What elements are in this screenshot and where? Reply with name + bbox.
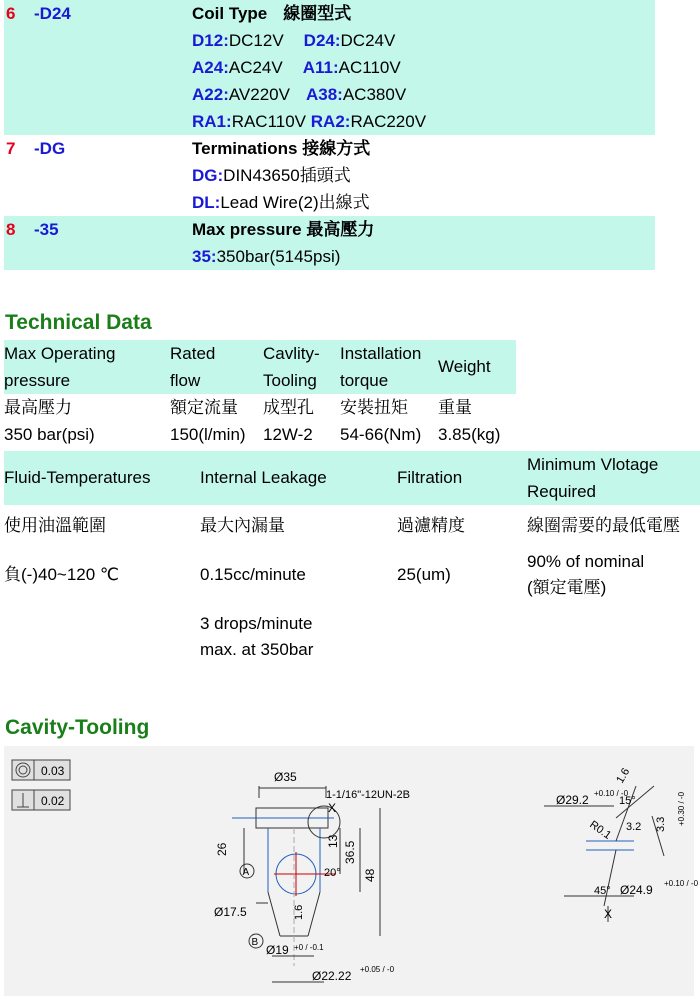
table-cell: 額定流量	[170, 398, 238, 417]
dim-label: 36.5	[343, 840, 357, 864]
table-cell: 成型孔	[263, 398, 314, 417]
option-value: AC380V	[342, 85, 407, 104]
code-title: Terminations	[192, 139, 298, 158]
code-number: 8	[6, 220, 16, 239]
ordering-code-table	[4, 0, 655, 270]
dim-label: 15°	[619, 795, 636, 807]
header-cell: Required	[527, 482, 596, 501]
header-cell: Internal Leakage	[200, 468, 327, 487]
dim-tolerance: +0.30 / -0	[677, 791, 686, 826]
table-cell: 最大內漏量	[200, 516, 285, 535]
header-cell: torque	[340, 371, 389, 390]
code-number: 7	[6, 139, 16, 158]
option-key: RA2	[310, 112, 345, 131]
marker-a: A	[242, 867, 250, 878]
table-row	[4, 421, 516, 448]
dim-label: 13	[326, 834, 340, 848]
option-key: DG	[192, 166, 218, 185]
dim-label: X	[328, 801, 337, 815]
dim-label: Ø22.22	[312, 969, 352, 983]
header-cell: flow	[170, 371, 201, 390]
table-cell: 0.15cc/minute	[200, 565, 306, 584]
option-value: RAC220V	[350, 112, 427, 131]
code-option-line: A24:AC24V A11:AC110V	[4, 54, 655, 81]
table-cell: 90% of nominal	[527, 552, 645, 571]
table-cell: 54-66(Nm)	[340, 425, 422, 444]
code-option-line: A22:AV220V A38:AC380V	[4, 81, 655, 108]
header-cell: Cavlity-	[263, 344, 320, 363]
header-cell: Weight	[438, 357, 491, 376]
dim-label: 26	[215, 842, 229, 856]
option-value: DIN43650插頭式	[223, 166, 351, 185]
tolerance-perpendicularity	[12, 790, 70, 810]
table-cell: 25(um)	[397, 565, 451, 584]
header-cell: Tooling	[263, 371, 317, 390]
code-row-terminations	[4, 135, 655, 162]
header-cell: Fluid-Temperatures	[4, 468, 151, 487]
option-key: DL	[192, 193, 215, 212]
table-cell: 350 bar(psi)	[4, 425, 95, 444]
option-value: AC110V	[338, 58, 401, 77]
header-cell: Rated	[170, 344, 216, 363]
table-cell: 使用油溫範圍	[4, 516, 106, 535]
option-value: DC12V	[228, 31, 284, 50]
dim-label: 1-1/16"-12UN-2B	[326, 789, 410, 801]
code-option-line: 35:350bar(5145psi)	[4, 243, 655, 270]
dim-label: Ø29.2	[556, 793, 589, 807]
dim-label: R0.1	[587, 818, 614, 842]
cavity-tooling-title: Cavity-Tooling	[5, 716, 150, 739]
option-value: DC24V	[340, 31, 396, 50]
option-value: RAC110V	[231, 112, 307, 131]
option-key: A11	[302, 58, 333, 77]
table-cell: 150(l/min)	[170, 425, 246, 444]
code-value: -D24	[34, 4, 71, 23]
dim-tolerance: +0.10 / -0	[594, 789, 629, 798]
dim-label: 45°	[594, 885, 611, 897]
table-cell: 3.85(kg)	[438, 425, 501, 444]
table-cell: 線圈需要的最低電壓	[527, 516, 680, 535]
code-option-line: RA1:RAC110V RA2:RAC220V	[4, 108, 655, 135]
dim-label: 20°	[324, 867, 341, 879]
tolerance-value: 0.02	[41, 794, 65, 808]
header-cell: Max Operating	[4, 344, 116, 363]
cavity-section	[232, 786, 380, 982]
table-header	[4, 451, 700, 505]
dim-label: X	[604, 907, 613, 921]
code-value: -DG	[34, 139, 66, 158]
header-cell: Minimum Vlotage	[527, 455, 659, 474]
table-cell: 最高壓力	[4, 398, 72, 417]
table-cell: 重量	[438, 398, 472, 417]
technical-table-1	[4, 340, 516, 448]
option-value: AV220V	[228, 85, 290, 104]
code-title-cn: 線圈型式	[283, 4, 352, 23]
option-key: RA1	[192, 112, 227, 131]
tolerance-concentricity	[12, 760, 70, 780]
table-cell: 負(-)40~120 ℃	[4, 565, 119, 584]
table-row	[4, 394, 516, 421]
option-key: A38	[305, 85, 338, 104]
header-cell: Filtration	[397, 468, 463, 487]
option-key: A24	[192, 58, 224, 77]
code-number: 6	[6, 4, 16, 23]
option-value: 350bar(5145psi)	[216, 247, 341, 266]
technical-table-2	[4, 451, 700, 659]
cavity-drawing	[4, 746, 699, 996]
table-cell: 12W-2	[263, 425, 313, 444]
dim-label: Ø35	[274, 770, 297, 784]
option-value: Lead Wire(2)出線式	[220, 193, 370, 212]
dim-label: 48	[363, 868, 377, 882]
code-title-cn: 最高壓力	[306, 220, 375, 239]
table-cell: (額定電壓)	[527, 578, 607, 597]
header-cell: pressure	[4, 371, 71, 390]
code-title-cn: 接線方式	[302, 139, 371, 158]
option-key: D12	[192, 31, 224, 50]
code-row-coil	[4, 0, 655, 27]
option-key: D24	[303, 31, 335, 50]
dim-label: Ø17.5	[214, 905, 247, 919]
cavity-drawing-svg	[4, 746, 699, 996]
technical-data-title: Technical Data	[5, 311, 152, 334]
marker-b: B	[251, 937, 259, 948]
header-cell: Installation	[340, 344, 422, 363]
dim-tolerance: +0 / -0.1	[294, 943, 324, 952]
option-key: 35	[192, 247, 211, 266]
code-option-line: D12:DC12V D24:DC24V	[4, 27, 655, 54]
dim-label: 3.2	[626, 821, 642, 833]
dim-label: 1.6	[293, 904, 305, 920]
dim-tolerance: +0.05 / -0	[360, 965, 395, 974]
code-option-line: DG:DIN43650插頭式	[192, 166, 351, 185]
dim-label: Ø24.9	[620, 883, 653, 897]
table-cell: 過濾精度	[397, 516, 465, 535]
dim-label: 3.3	[655, 816, 667, 832]
dim-label: Ø19	[266, 943, 289, 957]
option-value: AC24V	[228, 58, 283, 77]
table-cell: 安裝扭矩	[340, 398, 408, 417]
code-title: Coil Type	[192, 4, 268, 23]
leakage-note: max. at 350bar	[200, 640, 314, 659]
table-header	[4, 340, 516, 394]
dim-label: 1.6	[614, 766, 633, 786]
code-title: Max pressure	[192, 220, 302, 239]
code-option-line: DL:Lead Wire(2)出線式	[192, 193, 370, 212]
code-value: -35	[34, 220, 59, 239]
option-key: A22	[192, 85, 224, 104]
dim-tolerance: +0.10 / -0	[664, 879, 699, 888]
leakage-note: 3 drops/minute	[200, 614, 313, 633]
code-row-max-pressure	[4, 216, 655, 243]
tolerance-value: 0.03	[41, 764, 65, 778]
